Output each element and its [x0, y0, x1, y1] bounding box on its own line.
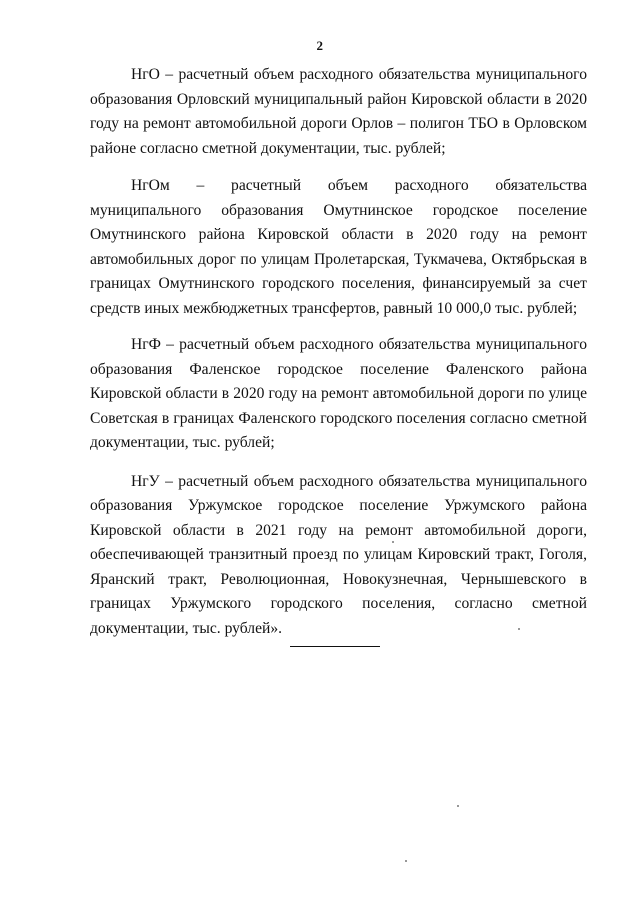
scan-speck [457, 805, 459, 807]
page-number: 2 [316, 38, 324, 53]
document-body [90, 63, 587, 641]
paragraph-ngom: НгОм – расчетный объем расходного обязательства муниципального образования Омутнинское городское поселение Омутнинского района Кировской области в 2020 году на ремонт автомобильных дорог по улицам Пролетарская, Тукмачева, Октябрьская в границах Омутнинского городского поселения, финансируемый за счет средств иных межбюджетных трансфертов, равный 10 000,0 тыс. рублей; [90, 177, 587, 317]
paragraph-ngf: НгФ – расчетный объем расходного обязательства муниципального образования Фаленское городское поселение Фаленского района Кировской области в 2020 году на ремонт автомобильной дороги по улице Советская в границах Фаленского городского поселения согласно сметной документации, тыс. рублей; [90, 336, 587, 451]
paragraph-ngu: НгУ – расчетный объем расходного обязательства муниципального образования Уржумское городское поселение Уржумского района Кировской области в 2021 году на ремонт автомобильной дороги, обеспечивающей транзитный проезд по улицам Кировский тракт, Гоголя, Яранский тракт, Революционная, Новокузнечная, Чернышевского в границах Уржумского городского поселения, согласно сметной документации, тыс. рублей». [90, 472, 587, 637]
scan-speck [518, 628, 520, 630]
end-of-text-rule [290, 646, 380, 647]
scan-speck [392, 541, 394, 543]
paragraph-ngo: НгО – расчетный объем расходного обязательства муниципального образования Орловский муниципальный район Кировской области в 2020 году на ремонт автомобильной дороги Орлов – полигон ТБО в Орловском районе согласно сметной документации, тыс. рублей; [90, 66, 587, 157]
scan-speck [405, 860, 407, 862]
